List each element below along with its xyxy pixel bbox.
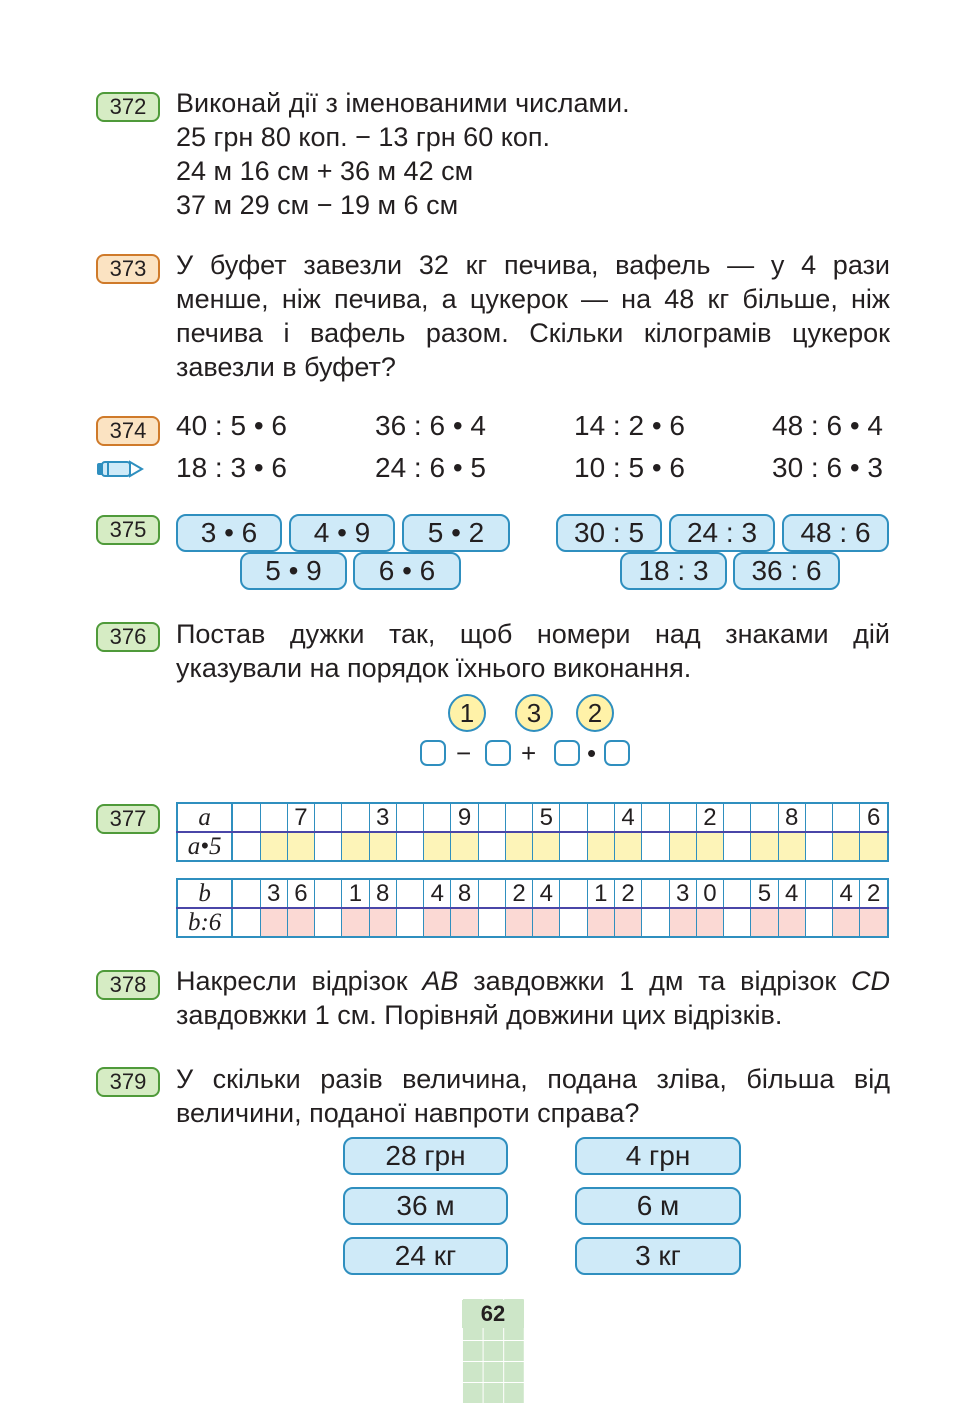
table-cell [751, 803, 778, 832]
answer-cell[interactable] [342, 908, 369, 937]
table-row [177, 879, 888, 908]
expression: 48 : 6 • 4 [772, 410, 883, 441]
expression-card: 5 • 9 [240, 552, 347, 590]
table-cell [315, 879, 342, 908]
exercise-374-row-1 [176, 409, 890, 443]
exercise-372-text [176, 86, 890, 222]
table-cell: 5 [751, 879, 778, 908]
table-cell [833, 803, 860, 832]
table-row [177, 908, 888, 937]
expression: 24 : 6 • 5 [375, 452, 486, 483]
table-cell: 2 [614, 879, 641, 908]
answer-cell[interactable] [287, 908, 314, 937]
table-cell [232, 879, 260, 908]
table-b [176, 878, 889, 938]
answer-cell[interactable] [642, 908, 669, 937]
table-cell [424, 803, 451, 832]
answer-cell[interactable] [424, 908, 451, 937]
quantity-card-right: 4 грн [575, 1137, 741, 1175]
table-cell [232, 803, 260, 832]
expression-card: 4 • 9 [289, 514, 395, 552]
table-row [177, 832, 888, 861]
exercise-number-372: 372 [96, 92, 160, 122]
exercise-number-374: 374 [96, 416, 160, 446]
table-cell [560, 879, 587, 908]
table-cell [724, 803, 751, 832]
blank-box [604, 740, 630, 766]
answer-cell[interactable] [751, 908, 778, 937]
expression-card: 5 • 2 [402, 514, 510, 552]
minus-sign: − [456, 738, 472, 768]
exercise-number-377: 377 [96, 804, 160, 834]
table-cell: 0 [696, 879, 723, 908]
order-circle-1: 1 [448, 694, 486, 732]
plus-sign: + [521, 738, 537, 768]
table-cell: 4 [614, 803, 641, 832]
expression-card: 36 : 6 [733, 552, 840, 590]
answer-cell[interactable] [451, 908, 478, 937]
table-head: a•5 [177, 832, 232, 861]
exercise-372-line-1: Виконай дії з іменованими числами. [176, 88, 630, 118]
quantity-card-left: 36 м [343, 1187, 508, 1225]
exercise-number-373: 373 [96, 254, 160, 284]
order-circle-3: 2 [576, 694, 614, 732]
answer-cell[interactable] [587, 908, 614, 937]
multiply-sign: • [587, 738, 597, 768]
answer-cell[interactable] [315, 832, 342, 861]
table-cell [396, 879, 423, 908]
answer-cell[interactable] [669, 908, 696, 937]
table-cell [805, 803, 832, 832]
expression-card: 48 : 6 [782, 514, 889, 552]
table-cell: 4 [778, 879, 805, 908]
expression-card: 24 : 3 [669, 514, 775, 552]
table-cell: 4 [833, 879, 860, 908]
answer-cell[interactable] [232, 908, 260, 937]
table-cell: 8 [369, 879, 396, 908]
expression: 36 : 6 • 4 [375, 410, 486, 441]
quantity-card-right: 3 кг [575, 1237, 741, 1275]
table-cell [478, 803, 505, 832]
answer-cell[interactable] [533, 908, 560, 937]
page-number-tab [462, 1298, 524, 1404]
answer-cell[interactable] [424, 832, 451, 861]
exercise-372-line-3: 24 м 16 см + 36 м 42 см [176, 156, 474, 186]
table-cell [669, 803, 696, 832]
answer-cell[interactable] [369, 832, 396, 861]
table-cell [505, 803, 532, 832]
exercise-number-379: 379 [96, 1067, 160, 1097]
answer-cell[interactable] [860, 832, 888, 861]
table-a [176, 802, 889, 862]
answer-cell[interactable] [560, 832, 587, 861]
table-cell: 5 [533, 803, 560, 832]
blank-box [554, 740, 580, 766]
expression: 40 : 5 • 6 [176, 410, 287, 441]
exercise-373-text: У буфет завезли 32 кг печива, вафель — у 4 рази менше, ніж печива, а цукерок — на 48 кг більше, ніж печива і вафель разом. Скільки кілограмів цукерок завезли в буфет? [176, 250, 890, 382]
answer-cell[interactable] [396, 908, 423, 937]
answer-cell[interactable] [805, 832, 832, 861]
table-cell [587, 803, 614, 832]
answer-cell[interactable] [342, 832, 369, 861]
table-cell: 9 [451, 803, 478, 832]
exercise-374-row-2 [176, 451, 890, 485]
table-cell: 8 [451, 879, 478, 908]
expression: 14 : 2 • 6 [574, 410, 685, 441]
table-row [177, 803, 888, 832]
answer-cell[interactable] [642, 832, 669, 861]
answer-cell[interactable] [369, 908, 396, 937]
pencil-icon [96, 458, 144, 480]
table-cell: 6 [860, 803, 888, 832]
answer-cell[interactable] [614, 832, 641, 861]
table-cell: 2 [505, 879, 532, 908]
answer-cell[interactable] [587, 832, 614, 861]
table-cell [342, 803, 369, 832]
quantity-card-right: 6 м [575, 1187, 741, 1225]
answer-cell[interactable] [260, 908, 287, 937]
answer-cell[interactable] [396, 832, 423, 861]
segment-cd: CD [851, 966, 890, 996]
table-cell [560, 803, 587, 832]
table-cell [642, 879, 669, 908]
text-part: завдовжки 1 дм та відрізок [458, 966, 837, 996]
table-cell: 1 [342, 879, 369, 908]
page-number: 62 [462, 1300, 524, 1328]
answer-cell[interactable] [560, 908, 587, 937]
answer-cell[interactable] [669, 832, 696, 861]
answer-cell[interactable] [287, 832, 314, 861]
expression-card: 3 • 6 [176, 514, 282, 552]
blank-box [485, 740, 511, 766]
answer-cell[interactable] [315, 908, 342, 937]
table-cell: 3 [669, 879, 696, 908]
table-cell: 4 [424, 879, 451, 908]
exercise-number-378: 378 [96, 970, 160, 1000]
expression: 18 : 3 • 6 [176, 452, 287, 483]
expression-card: 30 : 5 [556, 514, 662, 552]
answer-cell[interactable] [833, 832, 860, 861]
table-cell [478, 879, 505, 908]
answer-cell[interactable] [833, 908, 860, 937]
answer-cell[interactable] [533, 832, 560, 861]
table-cell: 2 [696, 803, 723, 832]
expression: 30 : 6 • 3 [772, 452, 883, 483]
answer-cell[interactable] [260, 832, 287, 861]
answer-cell[interactable] [778, 908, 805, 937]
exercise-378-text [176, 964, 890, 1032]
answer-cell[interactable] [614, 908, 641, 937]
answer-cell[interactable] [505, 908, 532, 937]
order-circle-2: 3 [515, 694, 553, 732]
table-cell: 8 [778, 803, 805, 832]
answer-cell[interactable] [751, 832, 778, 861]
table-cell [805, 879, 832, 908]
answer-cell[interactable] [696, 908, 723, 937]
answer-cell[interactable] [805, 908, 832, 937]
table-cell [260, 803, 287, 832]
table-head: a [177, 803, 232, 832]
table-cell: 3 [260, 879, 287, 908]
table-cell [315, 803, 342, 832]
answer-cell[interactable] [478, 908, 505, 937]
expression: 10 : 5 • 6 [574, 452, 685, 483]
blank-box [420, 740, 446, 766]
quantity-card-left: 28 грн [343, 1137, 508, 1175]
exercise-372-line-2: 25 грн 80 коп. − 13 грн 60 коп. [176, 122, 550, 152]
answer-cell[interactable] [505, 832, 532, 861]
answer-cell[interactable] [478, 832, 505, 861]
table-cell: 4 [533, 879, 560, 908]
table-head: b:6 [177, 908, 232, 937]
table-cell: 1 [587, 879, 614, 908]
table-head: b [177, 879, 232, 908]
table-cell: 6 [287, 879, 314, 908]
exercise-376-text: Постав дужки так, щоб номери над знаками дій указували на порядок їхнього виконання. [176, 619, 890, 683]
answer-cell[interactable] [860, 908, 888, 937]
exercise-372-line-4: 37 м 29 см − 19 м 6 см [176, 190, 459, 220]
exercise-number-375: 375 [96, 515, 160, 545]
table-cell [724, 879, 751, 908]
table-cell: 3 [369, 803, 396, 832]
exercise-379-text: У скільки разів величина, подана зліва, більша від величини, поданої навпроти справа? [176, 1064, 890, 1128]
answer-cell[interactable] [451, 832, 478, 861]
answer-cell[interactable] [724, 832, 751, 861]
table-cell [396, 803, 423, 832]
answer-cell[interactable] [232, 832, 260, 861]
table-cell [642, 803, 669, 832]
text-part: Накресли відрізок [176, 966, 423, 996]
expression-card: 6 • 6 [353, 552, 461, 590]
text-part: завдовжки 1 см. Порівняй довжини цих відрізків. [176, 1000, 783, 1030]
table-cell: 7 [287, 803, 314, 832]
quantity-card-left: 24 кг [343, 1237, 508, 1275]
table-cell: 2 [860, 879, 888, 908]
answer-cell[interactable] [778, 832, 805, 861]
expression-card: 18 : 3 [620, 552, 727, 590]
answer-cell[interactable] [724, 908, 751, 937]
segment-ab: AB [422, 966, 459, 996]
exercise-number-376: 376 [96, 622, 160, 652]
answer-cell[interactable] [696, 832, 723, 861]
